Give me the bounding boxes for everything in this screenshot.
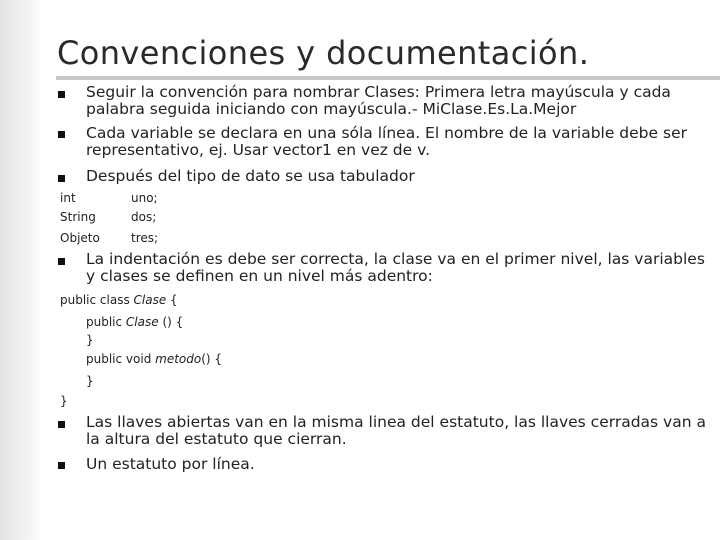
decl-type: int xyxy=(60,191,76,205)
bullet-marker xyxy=(58,462,65,469)
decl-name: dos; xyxy=(131,210,157,224)
code-line-class: public class Clase { xyxy=(60,293,178,307)
bullet-indentation: La indentación es debe ser correcta, la clase va en el primer nivel, las variables y clases se definen en un nivel más adentro: xyxy=(86,250,705,285)
code-line-close-brace: } xyxy=(86,374,94,388)
bullet-marker xyxy=(58,421,65,428)
code-line-close-brace: } xyxy=(60,394,68,408)
bullet-marker xyxy=(58,91,65,98)
left-gradient-band xyxy=(0,0,42,540)
bullet-marker xyxy=(58,175,65,182)
code-line-close-brace: } xyxy=(86,333,94,347)
decl-name: uno; xyxy=(131,191,158,205)
decl-type: String xyxy=(60,210,96,224)
bullet-class-naming: Seguir la convención para nombrar Clases: Primera letra mayúscula y cada palabra seguida iniciando con mayúscula.- MiClase.Es.La.Mejor xyxy=(86,83,671,118)
bullet-braces: Las llaves abiertas van en la misma linea del estatuto, las llaves cerradas van a la altura del estatuto que cierran. xyxy=(86,413,706,448)
code-line-method: public void metodo() { xyxy=(86,352,223,366)
code-line-constructor: public Clase () { xyxy=(86,315,184,329)
slide-title: Convenciones y documentación. xyxy=(57,34,590,72)
decl-name: tres; xyxy=(131,231,159,245)
bullet-one-statement: Un estatuto por línea. xyxy=(86,455,255,473)
bullet-marker xyxy=(58,131,65,138)
bullet-tabulator: Después del tipo de dato se usa tabulador xyxy=(86,167,415,185)
bullet-variable-declaration: Cada variable se declara en una sóla línea. El nombre de la variable debe ser representativo, ej. Usar vector1 en vez de v. xyxy=(86,124,687,159)
bullet-marker xyxy=(58,258,65,265)
decl-type: Objeto xyxy=(60,231,100,245)
title-underline xyxy=(56,76,720,80)
